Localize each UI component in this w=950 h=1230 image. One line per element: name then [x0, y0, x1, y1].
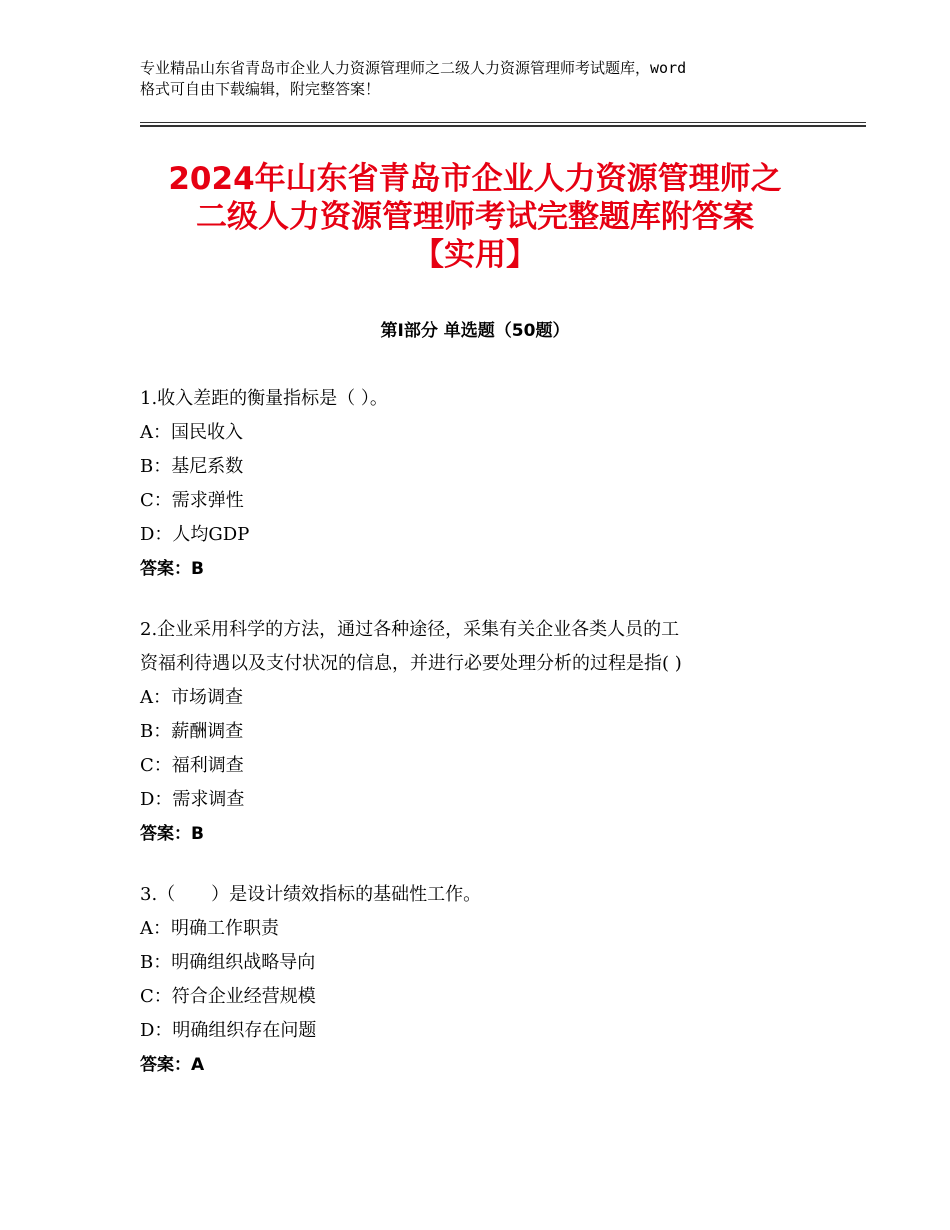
question-stem: 3.（ ）是设计绩效指标的基础性工作。: [140, 884, 482, 905]
question-3: [140, 878, 820, 1082]
option-b: B：明确组织战略导向: [140, 952, 316, 973]
answer-line: 答案：A: [140, 1055, 205, 1075]
title-line-1: 2024年山东省青岛市企业人力资源管理师之: [168, 161, 782, 197]
question-list: [140, 382, 820, 1109]
title-line-3: 【实用】: [413, 237, 537, 273]
document-title: [80, 160, 870, 274]
header-line-2: 格式可自由下载编辑，附完整答案！: [140, 80, 381, 98]
option-d: D：明确组织存在问题: [140, 1020, 317, 1041]
question-stem-continued: 资福利待遇以及支付状况的信息，并进行必要处理分析的过程是指( ): [140, 653, 682, 674]
option-c: C：符合企业经营规模: [140, 986, 316, 1007]
option-b: B：基尼系数: [140, 456, 244, 477]
option-d: D：人均GDP: [140, 524, 250, 545]
option-c: C：需求弹性: [140, 490, 244, 511]
option-c: C：福利调查: [140, 755, 244, 776]
option-a: A：明确工作职责: [140, 918, 279, 939]
title-line-2: 二级人力资源管理师考试完整题库附答案: [196, 199, 754, 235]
question-1: [140, 382, 820, 586]
option-d: D：需求调查: [140, 789, 245, 810]
option-a: A：市场调查: [140, 687, 243, 708]
header-line-1: 专业精品山东省青岛市企业人力资源管理师之二级人力资源管理师考试题库，word: [140, 59, 687, 77]
question-stem: 2.企业采用科学的方法，通过各种途径，采集有关企业各类人员的工: [140, 619, 680, 640]
answer-line: 答案：B: [140, 559, 204, 579]
option-b: B：薪酬调查: [140, 721, 244, 742]
question-2: [140, 613, 820, 851]
page-header: [140, 58, 820, 100]
option-a: A：国民收入: [140, 422, 243, 443]
answer-line: 答案：B: [140, 824, 204, 844]
question-stem: 1.收入差距的衡量指标是（ ）。: [140, 388, 388, 409]
header-divider-thin: [140, 122, 866, 123]
section-heading: 第Ⅰ部分 单选题（50题）: [380, 321, 570, 341]
header-divider-thick: [140, 125, 866, 127]
